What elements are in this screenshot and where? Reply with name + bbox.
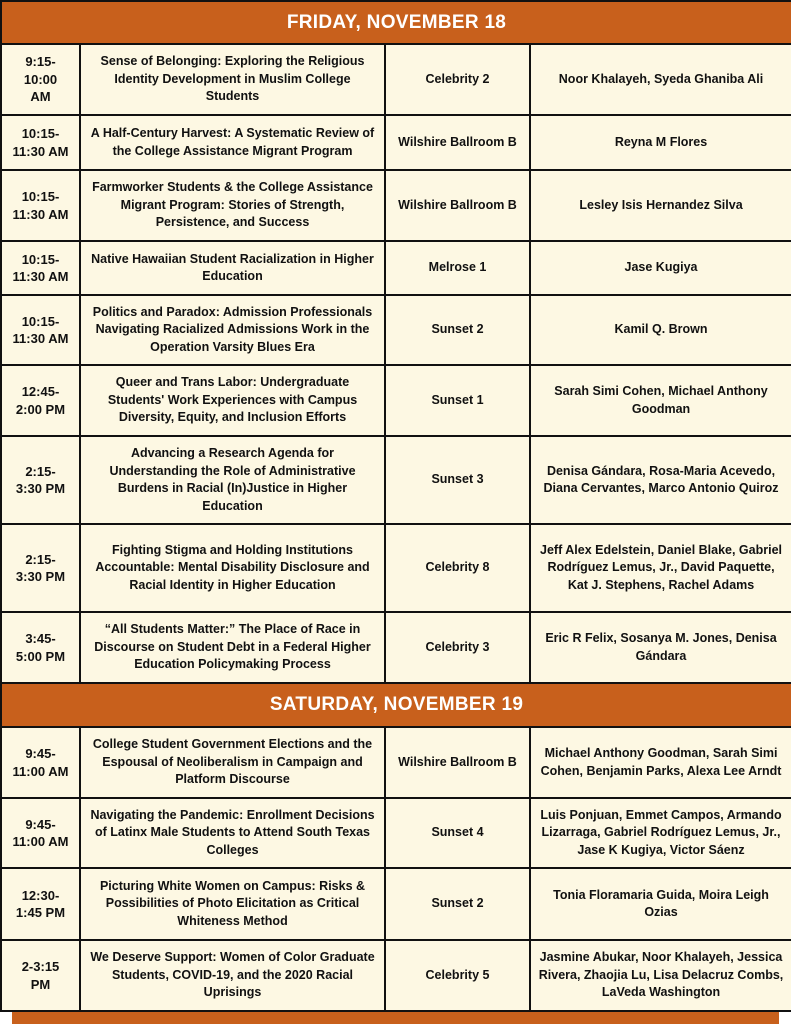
session-title: Sense of Belonging: Exploring the Religious Identity Development in Muslim College Students: [80, 44, 385, 115]
session-row: [1, 940, 791, 1011]
session-presenters: Denisa Gándara, Rosa-Maria Acevedo, Diana Cervantes, Marco Antonio Quiroz: [530, 436, 791, 524]
session-room: Sunset 4: [385, 798, 530, 868]
session-presenters: Jasmine Abukar, Noor Khalayeh, Jessica Rivera, Zhaojia Lu, Lisa Delacruz Combs, LaVeda Washington: [530, 940, 791, 1011]
session-row: [1, 170, 791, 241]
bottom-accent-bar: [12, 1012, 779, 1024]
session-row: [1, 241, 791, 295]
session-room: Celebrity 5: [385, 940, 530, 1011]
session-title: Navigating the Pandemic: Enrollment Decisions of Latinx Male Students to Attend South Texas Colleges: [80, 798, 385, 868]
session-time: 9:45- 11:00 AM: [1, 727, 80, 798]
session-room: Wilshire Ballroom B: [385, 115, 530, 170]
session-title: A Half-Century Harvest: A Systematic Review of the College Assistance Migrant Program: [80, 115, 385, 170]
session-room: Wilshire Ballroom B: [385, 170, 530, 241]
session-presenters: Sarah Simi Cohen, Michael Anthony Goodman: [530, 365, 791, 436]
session-presenters: Michael Anthony Goodman, Sarah Simi Cohen, Benjamin Parks, Alexa Lee Arndt: [530, 727, 791, 798]
session-presenters: Kamil Q. Brown: [530, 295, 791, 365]
session-time: 10:15- 11:30 AM: [1, 115, 80, 170]
friday-header-row: [1, 1, 791, 44]
session-room: Celebrity 8: [385, 524, 530, 612]
session-row: [1, 295, 791, 365]
session-room: Sunset 3: [385, 436, 530, 524]
session-row: [1, 44, 791, 115]
session-time: 10:15- 11:30 AM: [1, 295, 80, 365]
session-title: Politics and Paradox: Admission Professionals Navigating Racialized Admissions Work in the Operation Varsity Blues Era: [80, 295, 385, 365]
session-title: College Student Government Elections and the Espousal of Neoliberalism in Campaign and Platform Discourse: [80, 727, 385, 798]
session-presenters: Lesley Isis Hernandez Silva: [530, 170, 791, 241]
session-row: [1, 868, 791, 940]
session-time: 12:30- 1:45 PM: [1, 868, 80, 940]
session-row: [1, 365, 791, 436]
session-row: [1, 727, 791, 798]
session-time: 2-3:15 PM: [1, 940, 80, 1011]
session-room: Celebrity 2: [385, 44, 530, 115]
session-title: Advancing a Research Agenda for Understanding the Role of Administrative Burdens in Racial (In)Justice in Higher Education: [80, 436, 385, 524]
session-row: [1, 115, 791, 170]
session-row: [1, 524, 791, 612]
session-row: [1, 612, 791, 683]
friday-day-title: FRIDAY, NOVEMBER 18: [1, 1, 791, 44]
session-presenters: Jeff Alex Edelstein, Daniel Blake, Gabriel Rodríguez Lemus, Jr., David Paquette, Kat J. Stephens, Rachel Adams: [530, 524, 791, 612]
session-row: [1, 436, 791, 524]
session-time: 9:15- 10:00 AM: [1, 44, 80, 115]
session-room: Melrose 1: [385, 241, 530, 295]
session-room: Sunset 1: [385, 365, 530, 436]
session-presenters: Noor Khalayeh, Syeda Ghaniba Ali: [530, 44, 791, 115]
session-title: Native Hawaiian Student Racialization in Higher Education: [80, 241, 385, 295]
session-time: 12:45- 2:00 PM: [1, 365, 80, 436]
saturday-day-title: SATURDAY, NOVEMBER 19: [1, 683, 791, 727]
session-presenters: Reyna M Flores: [530, 115, 791, 170]
session-room: Sunset 2: [385, 295, 530, 365]
session-time: 3:45- 5:00 PM: [1, 612, 80, 683]
session-room: Wilshire Ballroom B: [385, 727, 530, 798]
session-room: Celebrity 3: [385, 612, 530, 683]
session-title: Queer and Trans Labor: Undergraduate Students' Work Experiences with Campus Diversity, Equity, and Inclusion Efforts: [80, 365, 385, 436]
session-presenters: Eric R Felix, Sosanya M. Jones, Denisa Gándara: [530, 612, 791, 683]
session-time: 2:15- 3:30 PM: [1, 436, 80, 524]
session-row: [1, 798, 791, 868]
session-title: Farmworker Students & the College Assistance Migrant Program: Stories of Strength, Persistence, and Success: [80, 170, 385, 241]
session-presenters: Luis Ponjuan, Emmet Campos, Armando Lizarraga, Gabriel Rodríguez Lemus, Jr., Jase K Kugiya, Victor Sáenz: [530, 798, 791, 868]
session-time: 9:45- 11:00 AM: [1, 798, 80, 868]
session-title: “All Students Matter:” The Place of Race in Discourse on Student Debt in a Federal Higher Education Policymaking Process: [80, 612, 385, 683]
session-title: We Deserve Support: Women of Color Graduate Students, COVID-19, and the 2020 Racial Uprisings: [80, 940, 385, 1011]
session-presenters: Jase Kugiya: [530, 241, 791, 295]
session-title: Fighting Stigma and Holding Institutions Accountable: Mental Disability Disclosure and Racial Identity in Higher Education: [80, 524, 385, 612]
session-time: 2:15- 3:30 PM: [1, 524, 80, 612]
session-title: Picturing White Women on Campus: Risks & Possibilities of Photo Elicitation as Critical Whiteness Method: [80, 868, 385, 940]
session-presenters: Tonia Floramaria Guida, Moira Leigh Ozias: [530, 868, 791, 940]
session-time: 10:15- 11:30 AM: [1, 170, 80, 241]
saturday-header-row: [1, 683, 791, 727]
session-room: Sunset 2: [385, 868, 530, 940]
session-time: 10:15- 11:30 AM: [1, 241, 80, 295]
